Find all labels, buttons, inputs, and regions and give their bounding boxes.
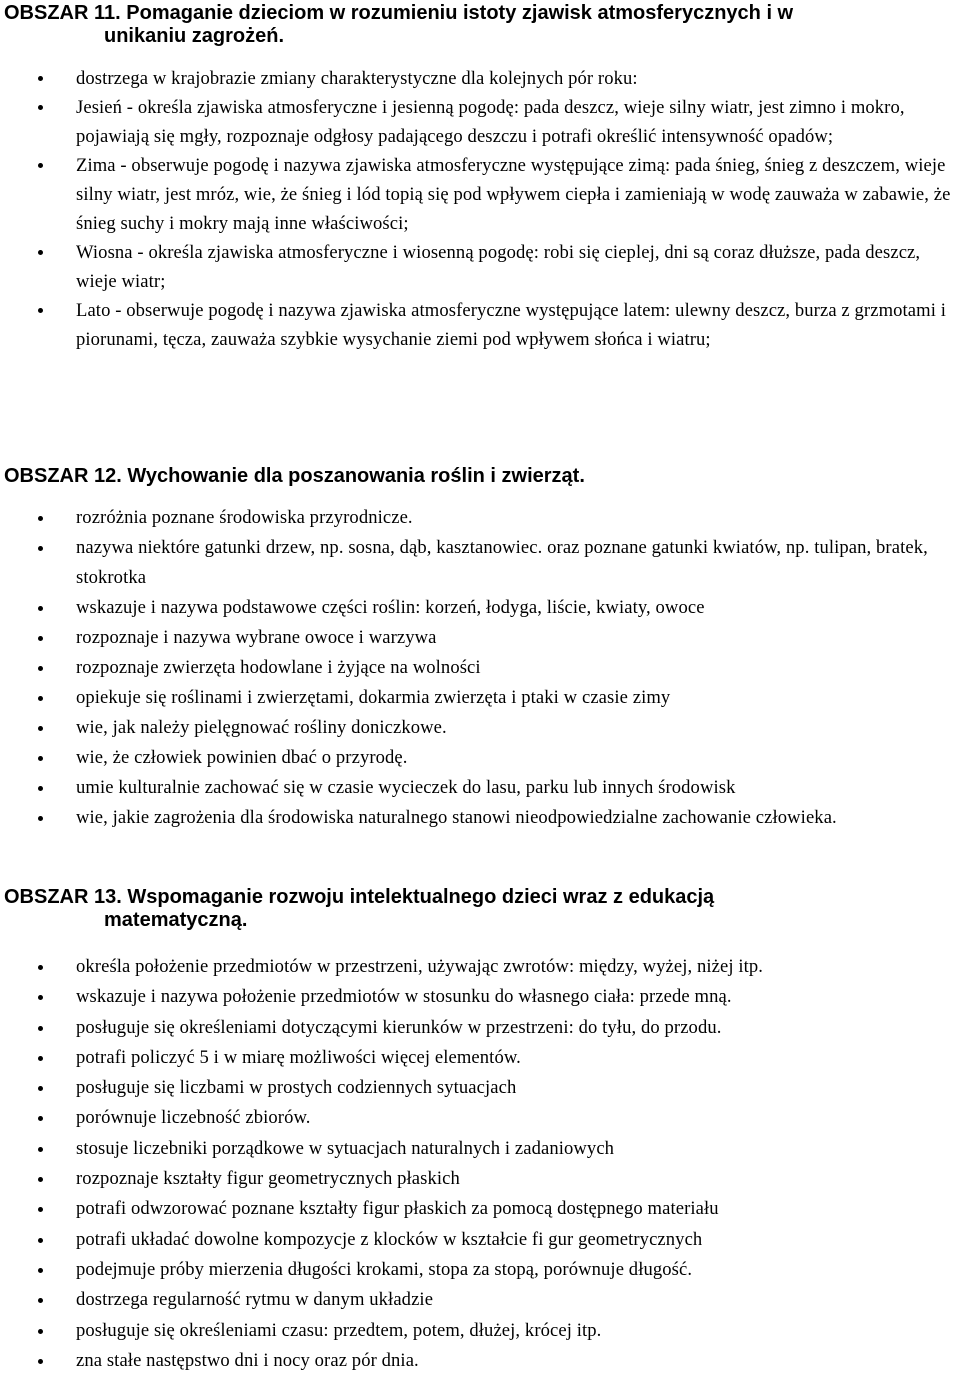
section-11-list xyxy=(0,64,960,354)
list-item: dostrzega regularność rytmu w danym układzie xyxy=(0,1285,960,1315)
list-item: Lato - obserwuje pogodę i nazywa zjawiska atmosferyczne występujące latem: ulewny deszcz, burza z grzmotami i piorunami, tęcza, zauważa szybkie wysychanie ziemi pod wpływem słońca i wiatru; xyxy=(0,296,960,354)
list-item: posługuje się określeniami czasu: przedtem, potem, dłużej, krócej itp. xyxy=(0,1316,960,1346)
list-item: potrafi policzyć 5 i w miarę możliwości więcej elementów. xyxy=(0,1043,960,1073)
section-12-list xyxy=(0,503,960,833)
section-11-heading xyxy=(4,2,954,48)
list-item: zna stałe następstwo dni i nocy oraz pór dnia. xyxy=(0,1346,960,1376)
list-item: wie, jak należy pielęgnować rośliny doniczkowe. xyxy=(0,713,960,743)
section-13-heading xyxy=(4,886,954,932)
list-item: posługuje się liczbami w prostych codziennych sytuacjach xyxy=(0,1073,960,1103)
list-item: rozpoznaje kształty figur geometrycznych płaskich xyxy=(0,1164,960,1194)
list-item: stosuje liczebniki porządkowe w sytuacjach naturalnych i zadaniowych xyxy=(0,1134,960,1164)
list-item: dostrzega w krajobrazie zmiany charakterystyczne dla kolejnych pór roku: xyxy=(0,64,960,93)
list-item: umie kulturalnie zachować się w czasie wycieczek do lasu, parku lub innych środowisk xyxy=(0,773,960,803)
list-item: nazywa niektóre gatunki drzew, np. sosna, dąb, kasztanowiec. oraz poznane gatunki kwiatów, np. tulipan, bratek, stokrotka xyxy=(0,533,960,593)
section-13-number: OBSZAR 13. xyxy=(4,886,122,908)
list-item: podejmuje próby mierzenia długości krokami, stopa za stopą, porównuje długość. xyxy=(0,1255,960,1285)
list-item: porównuje liczebność zbiorów. xyxy=(0,1103,960,1133)
section-12-heading xyxy=(4,465,954,488)
list-item: wskazuje i nazywa podstawowe części roślin: korzeń, łodyga, liście, kwiaty, owoce xyxy=(0,593,960,623)
list-item: Jesień - określa zjawiska atmosferyczne i jesienną pogodę: pada deszcz, wieje silny wiatr, jest zimno i mokro, pojawiają się mgły, rozpoznaje odgłosy padającego deszczu i potrafi określić intensywność opadów; xyxy=(0,93,960,151)
list-item: rozpoznaje i nazywa wybrane owoce i warzywa xyxy=(0,623,960,653)
list-item: potrafi układać dowolne kompozycje z klocków w kształcie fi gur geometrycznych xyxy=(0,1225,960,1255)
list-item: rozpoznaje zwierzęta hodowlane i żyjące na wolności xyxy=(0,653,960,683)
list-item: wskazuje i nazywa położenie przedmiotów w stosunku do własnego ciała: przede mną. xyxy=(0,982,960,1012)
section-12-title: Wychowanie dla poszanowania roślin i zwierząt. xyxy=(127,465,585,487)
section-12-number: OBSZAR 12. xyxy=(4,465,122,487)
list-item: Zima - obserwuje pogodę i nazywa zjawiska atmosferyczne występujące zimą: pada śnieg, śnieg z deszczem, wieje silny wiatr, jest mróz, wie, że śnieg i lód topią się pod wpływem ciepła i zamieniają w wodę zauważa w zabawie, że śnieg suchy i mokry mają inne właściwości; xyxy=(0,151,960,238)
list-item: rozróżnia poznane środowiska przyrodnicze. xyxy=(0,503,960,533)
list-item: posługuje się określeniami dotyczącymi kierunków w przestrzeni: do tyłu, do przodu. xyxy=(0,1013,960,1043)
section-11-title-cont: unikaniu zagrożeń. xyxy=(104,25,285,47)
list-item: potrafi odwzorować poznane kształty figur płaskich za pomocą dostępnego materiału xyxy=(0,1194,960,1224)
section-11-title: Pomaganie dzieciom w rozumieniu istoty zjawisk atmosferycznych i w xyxy=(126,2,794,24)
list-item: określa położenie przedmiotów w przestrzeni, używając zwrotów: między, wyżej, niżej itp. xyxy=(0,952,960,982)
section-13-title-cont: matematyczną. xyxy=(104,909,248,931)
list-item: wie, jakie zagrożenia dla środowiska naturalnego stanowi nieodpowiedzialne zachowanie człowieka. xyxy=(0,803,960,833)
section-13-title: Wspomaganie rozwoju intelektualnego dzieci wraz z edukacją xyxy=(127,886,715,908)
list-item: Wiosna - określa zjawiska atmosferyczne i wiosenną pogodę: robi się cieplej, dni są coraz dłuższe, pada deszcz, wieje wiatr; xyxy=(0,238,960,296)
list-item: opiekuje się roślinami i zwierzętami, dokarmia zwierzęta i ptaki w czasie zimy xyxy=(0,683,960,713)
list-item: wie, że człowiek powinien dbać o przyrodę. xyxy=(0,743,960,773)
section-11-number: OBSZAR 11. xyxy=(4,2,121,24)
section-13-list xyxy=(0,952,960,1376)
